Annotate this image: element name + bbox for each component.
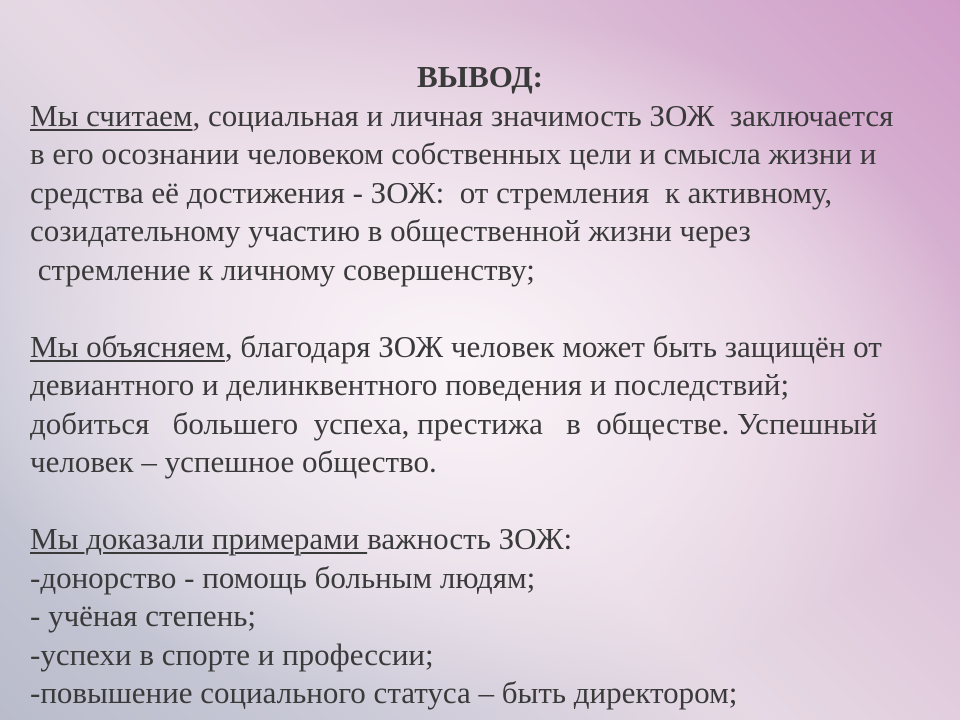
paragraph-lead-rest: , социальная и личная значимость ЗОЖ заключается [192,97,894,133]
paragraph-lead: Мы доказали примерами [30,521,368,556]
slide-title: ВЫВОД: [416,59,543,94]
list-item: -повышение социального статуса – быть директором; [30,675,738,710]
paragraph-lead: Мы объясняем [30,328,225,364]
paragraph-lead-rest: важность ЗОЖ: [367,521,573,556]
list-item: -успехи в спорте и профессии; [30,636,434,672]
list-item: -донорство - помощь больным людям; [30,559,536,595]
list-item: - учёная степень; [30,598,257,633]
paragraph-conclusion-1 [30,97,950,290]
paragraph-line: стремление к личному совершенству; [30,251,535,287]
paragraph-first-line [30,520,950,559]
slide-content [30,58,950,713]
paragraph-lead-rest: , благодаря ЗОЖ человек может быть защищён от [224,328,882,364]
paragraph-line: девиантного и делинквентного поведения и последствий; [30,367,790,402]
paragraph-line: созидательному участию в общественной жизни через [30,213,751,248]
paragraph-line: добиться большего успеха, престижа в обществе. Успешный [30,405,878,441]
paragraph-line: средства её достижения - ЗОЖ: от стремления к активному, [30,174,833,210]
paragraph-line: человек – успешное общество. [30,444,437,479]
paragraph-lead: Мы считаем [30,97,193,133]
paragraph-conclusion-3 [30,520,950,713]
paragraph-first-line [30,328,950,367]
paragraph-line: в его осознании человеком собственных цели и смысла жизни и [30,136,877,171]
paragraph-conclusion-2 [30,328,950,482]
paragraph-first-line [30,97,950,136]
